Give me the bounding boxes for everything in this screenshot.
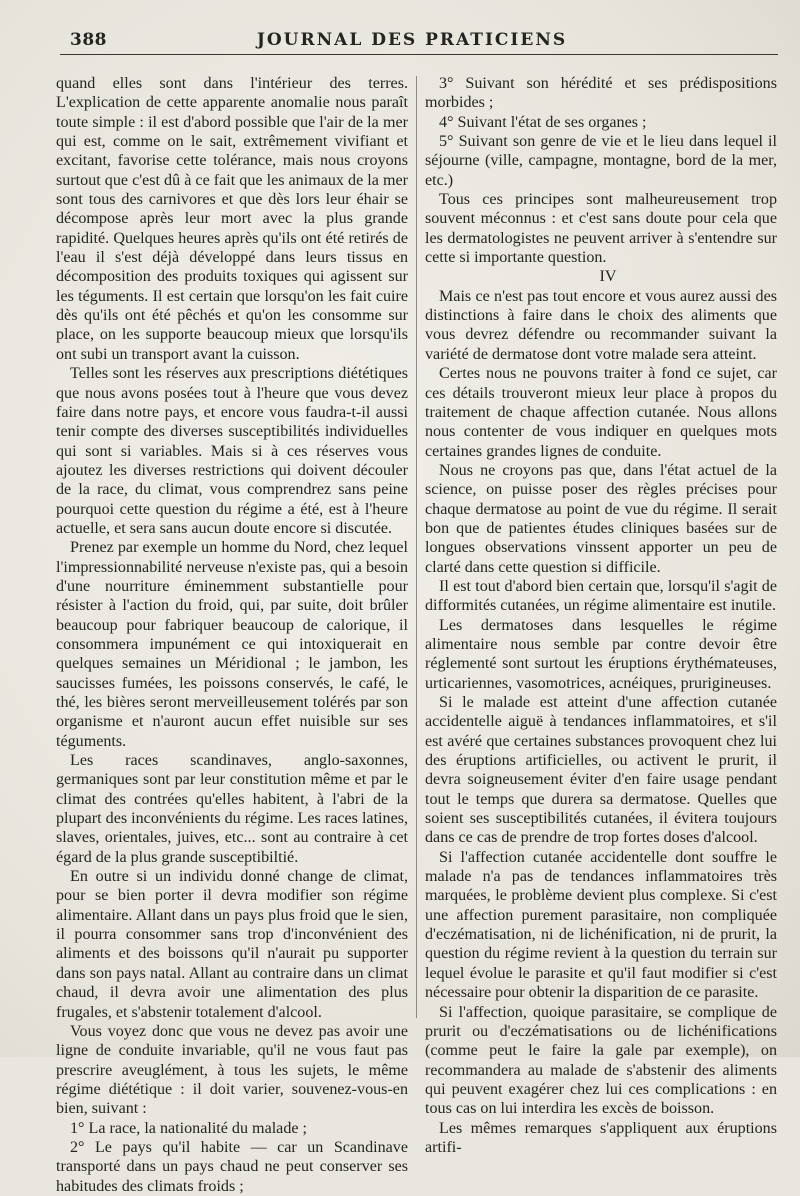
paragraph: Tous ces principes sont malheureusement trop souvent méconnus : et c'est sans doute pour cela que les dermatologistes ne peuvent arriver à s'entendre sur cette si importante question. [425, 191, 777, 267]
list-item: 3° Suivant son hérédité et ses prédispositions morbides ; [425, 75, 777, 112]
paragraph: Les mêmes remarques s'appliquent aux éruptions artifi- [425, 1119, 777, 1156]
header-rule [60, 54, 778, 55]
paragraph: Il est tout d'abord bien certain que, lorsqu'il s'agit de difformités cutanées, un régime alimentaire est inutile. [425, 577, 777, 615]
paragraph: Mais ce n'est pas tout encore et vous aurez aussi des distinctions à faire dans le choix des aliments que vous devrez défendre ou recommander suivant la variété de dermatose dont votre malade sera atteint. [425, 287, 777, 363]
list-item: 4° Suivant l'état de ses organes ; [439, 113, 647, 131]
left-column [56, 74, 408, 1195]
paragraph: Si l'affection cutanée accidentelle dont souffre le malade n'a pas de tendances inflammatoires très marquées, le problème devient plus complexe. Si c'est une affection purement parasitaire, non compliquée d'eczématisation, ni de lichénification, ni de prurit, la question du régime revient à la question du terrain sur lequel évolue le parasite et qu'il faut modifier si c'est nécessaire pour obtenir la disparition de ce parasite. [425, 848, 777, 1002]
list-item: 2° Le pays qu'il habite — car un Scandinave transporté dans un pays chaud ne peut conserver ses habitudes des climats froids ; [56, 1138, 408, 1195]
list-item: 5° Suivant son genre de vie et le lieu dans lequel il séjourne (ville, campagne, montagne, bord de la mer, etc.) [425, 133, 777, 189]
paragraph: Les races scandinaves, anglo-saxonnes, germaniques sont par leur constitution même et par le climat des contrées qu'elles habitent, à l'abri de la plupart des inconvénients du régime. Les races latines, slaves, orientales, juives, etc... sont au contraire à cet égard de la plus grande susceptibiltié. [56, 752, 408, 866]
paragraph: quand elles sont dans l'intérieur des terres. L'explication de cette apparente anomalie nous paraît toute simple : il est d'abord possible que l'air de la mer qui est, comme on le sait, extrêmement vivifiant et excitant, favorise cette tolérance, mais nous croyons surtout que c'est dû à ce fait que les animaux de la mer sont tous des carnivores et que dès lors leur éhair se décompose après leur mort avec la plus grande rapidité. Quelques heures après qu'ils ont été retirés de l'eau il s'est déjà développé dans leurs tissus en décomposition des produits toxiques qui agissent sur les téguments. Il est certain que lorsqu'on les fait cuire dès qu'ils ont été pêchés et qu'on les consomme sur place, on les supporte beaucoup mieux que lorsqu'ils ont subi un transport avant la cuisson. [56, 75, 408, 363]
right-column [425, 74, 777, 1156]
page-header [48, 28, 776, 52]
list-item: 1° La race, la nationalité du malade ; [70, 1119, 308, 1137]
paragraph: Telles sont les réserves aux prescriptions diététiques que nous avons posées tout à l'heure que vous devez faire dans notre pays, et encore vous faudra-t-il aussi tenir compte des diverses susceptibilités individuelles qui sont si variables. Mais si à ces réserves vous ajoutez les diverses restrictions qui doivent découler de la race, du climat, vous comprendrez sans peine pourquoi cette question du régime a été, est à l'heure actuelle, et sera sans aucun doute encore si discutée. [56, 365, 408, 537]
paragraph: Si le malade est atteint d'une affection cutanée accidentelle aiguë à tendances inflammatoires, et s'il est avéré que certaines substances provoquent chez lui des éruptions artificielles, ou activent le prurit, il devra soigneusement éviter d'en faire usage pendant tout le temps que durera sa dermatose. Quelles que soient ses susceptibilités cutanées, il évitera toujours dans ce cas de prendre de trop fortes doses d'alcool. [425, 694, 777, 847]
paragraph: Nous ne croyons pas que, dans l'état actuel de la science, on puisse poser des règles précises pour chaque dermatose au point de vue du régime. Il serait bon que de patientes études cliniques basées sur de longues observations vinssent apporter un peu de clarté dans cette question si difficile. [425, 461, 777, 576]
column-divider [416, 76, 417, 1018]
section-heading: IV [599, 268, 617, 286]
journal-title: JOURNAL DES PRATICIENS [256, 30, 568, 50]
page-number: 388 [70, 30, 107, 50]
paragraph: En outre si un individu donné change de climat, pour se bien porter il devra modifier son régime alimentaire. Allant dans un pays plus froid que le sien, il pourra consommer sans trop d'inconvénient des aliments et des boissons qu'il n'aurait pu supporter dans son pays natal. Allant au contraire dans un climat chaud, il devra avoir une alimentation des plus frugales, et s'abstenir totalement d'alcool. [56, 868, 408, 1021]
paragraph: Vous voyez donc que vous ne devez pas avoir une ligne de conduite invariable, qu'il ne vous faut pas prescrire aveuglément, à tous les sujets, le même régime diététique : il doit varier, souvenez-vous-en bien, suivant : [56, 1022, 408, 1118]
paragraph: Certes nous ne pouvons traiter à fond ce sujet, car ces détails trouveront mieux leur place à propos du traitement de chaque affection cutanée. Nous allons nous contenter de vous indiquer en quelques mots certaines grandes lignes de conduite. [425, 365, 777, 460]
paragraph: Prenez par exemple un homme du Nord, chez lequel l'impressionnabilité nerveuse n'existe pas, qui a besoin d'une nourriture éminemment substantielle pour résister à l'action du froid, qui, par suite, doit brûler beaucoup pour fabriquer beaucoup de calorique, il consommera impunément ce qui intoxiquerait en quelques semaines un Méridional ; le jambon, les saucisses fumées, les poissons conservés, le café, le thé, les bières seront merveilleusement tolérés par son organisme et n'auront aucun effet nuisible sur ses téguments. [56, 539, 408, 750]
paragraph: Les dermatoses dans lesquelles le régime alimentaire nous semble par contre devoir être réglementé sont surtout les éruptions érythémateuses, urticariennes, vasomotrices, acnéiques, prurigineuses. [425, 616, 777, 692]
paragraph: Si l'affection, quoique parasitaire, se complique de prurit ou d'eczématisations ou de lichénifications (comme peut le faire la gale par exemple), on recommandera au malade de s'abstenir des aliments qui peuvent exagérer chez lui ces complications : en tous cas on lui interdira les excès de boisson. [425, 1003, 777, 1118]
